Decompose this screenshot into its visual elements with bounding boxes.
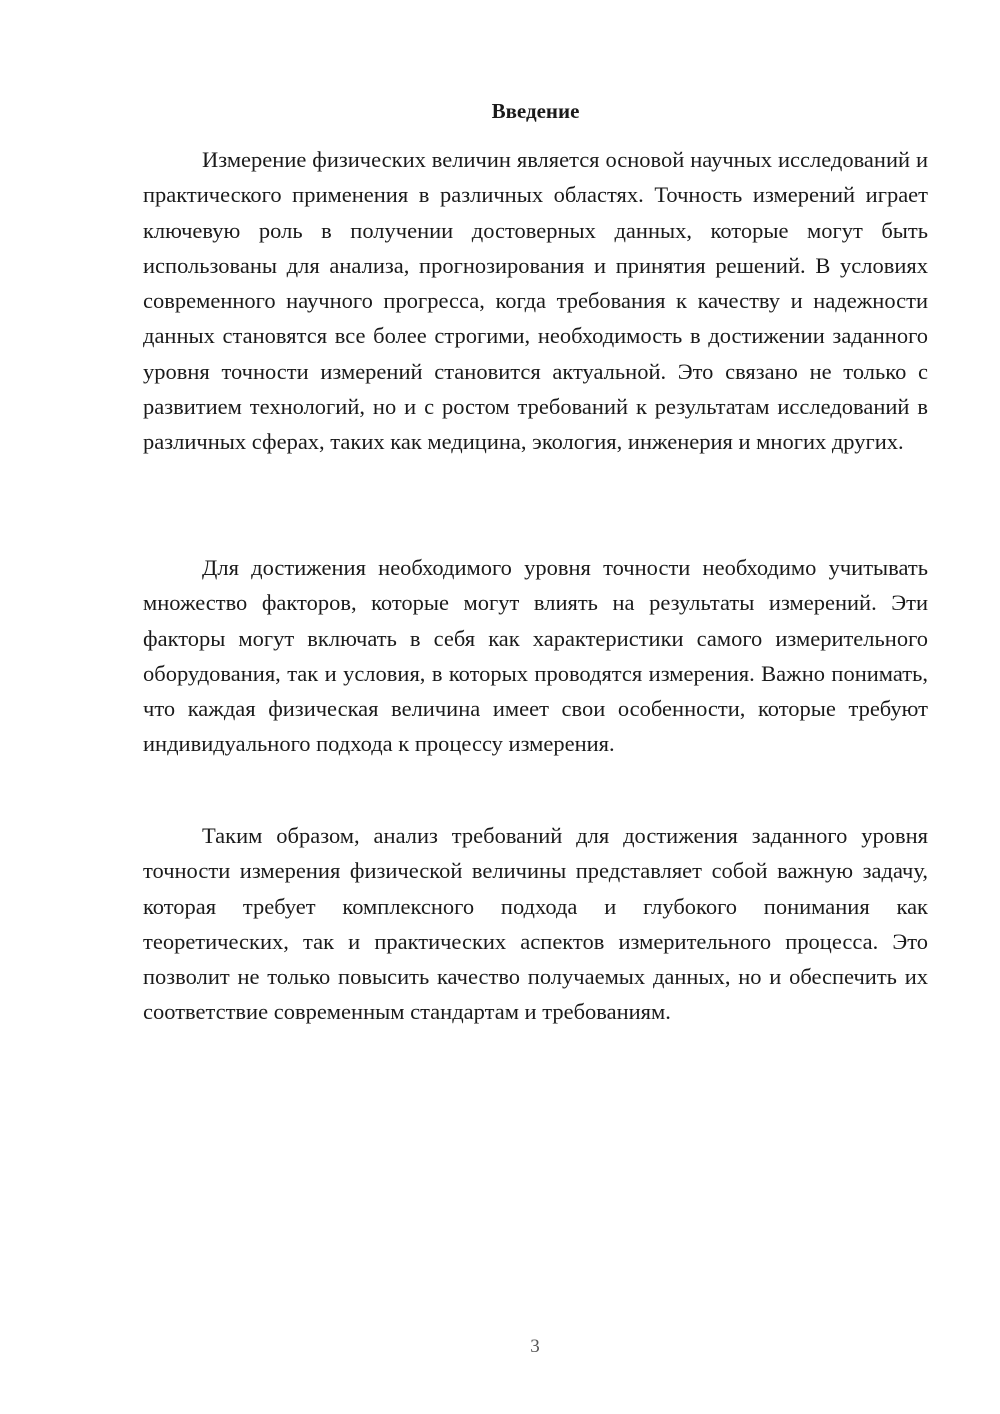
section-title: Введение (491, 99, 580, 123)
paragraph-1: Измерение физических величин является основой научных исследований и практического применения в различных областях. Точность измерений играет ключевую роль в получении достоверных данных, которые могут быть использованы для анализа, прогнозирования и принятия решений. В условиях современного научного прогресса, когда требования к качеству и надежности данных становятся все более строгими, необходимость в достижении заданного уровня точности измерений становится актуальной. Это связано не только с развитием технологий, но и с ростом требований к результатам исследований в различных сферах, таких как медицина, экология, инженерия и многих других. (143, 147, 928, 455)
paragraph-2: Для достижения необходимого уровня точности необходимо учитывать множество факторов, которые могут влиять на результаты измерений. Эти факторы могут включать в себя как характеристики самого измерительного оборудования, так и условия, в которых проводятся измерения. Важно понимать, что каждая физическая величина имеет свои особенности, которые требуют индивидуального подхода к процессу измерения. (143, 555, 928, 757)
paragraph-3: Таким образом, анализ требований для достижения заданного уровня точности измерения физической величины представляет собой важную задачу, которая требует комплексного подхода и глубокого понимания как теоретических, так и практических аспектов измерительного процесса. Это позволит не только повысить качество получаемых данных, но и обеспечить их соответствие современным стандартам и требованиям. (143, 823, 928, 1025)
page-number: 3 (530, 1336, 540, 1357)
